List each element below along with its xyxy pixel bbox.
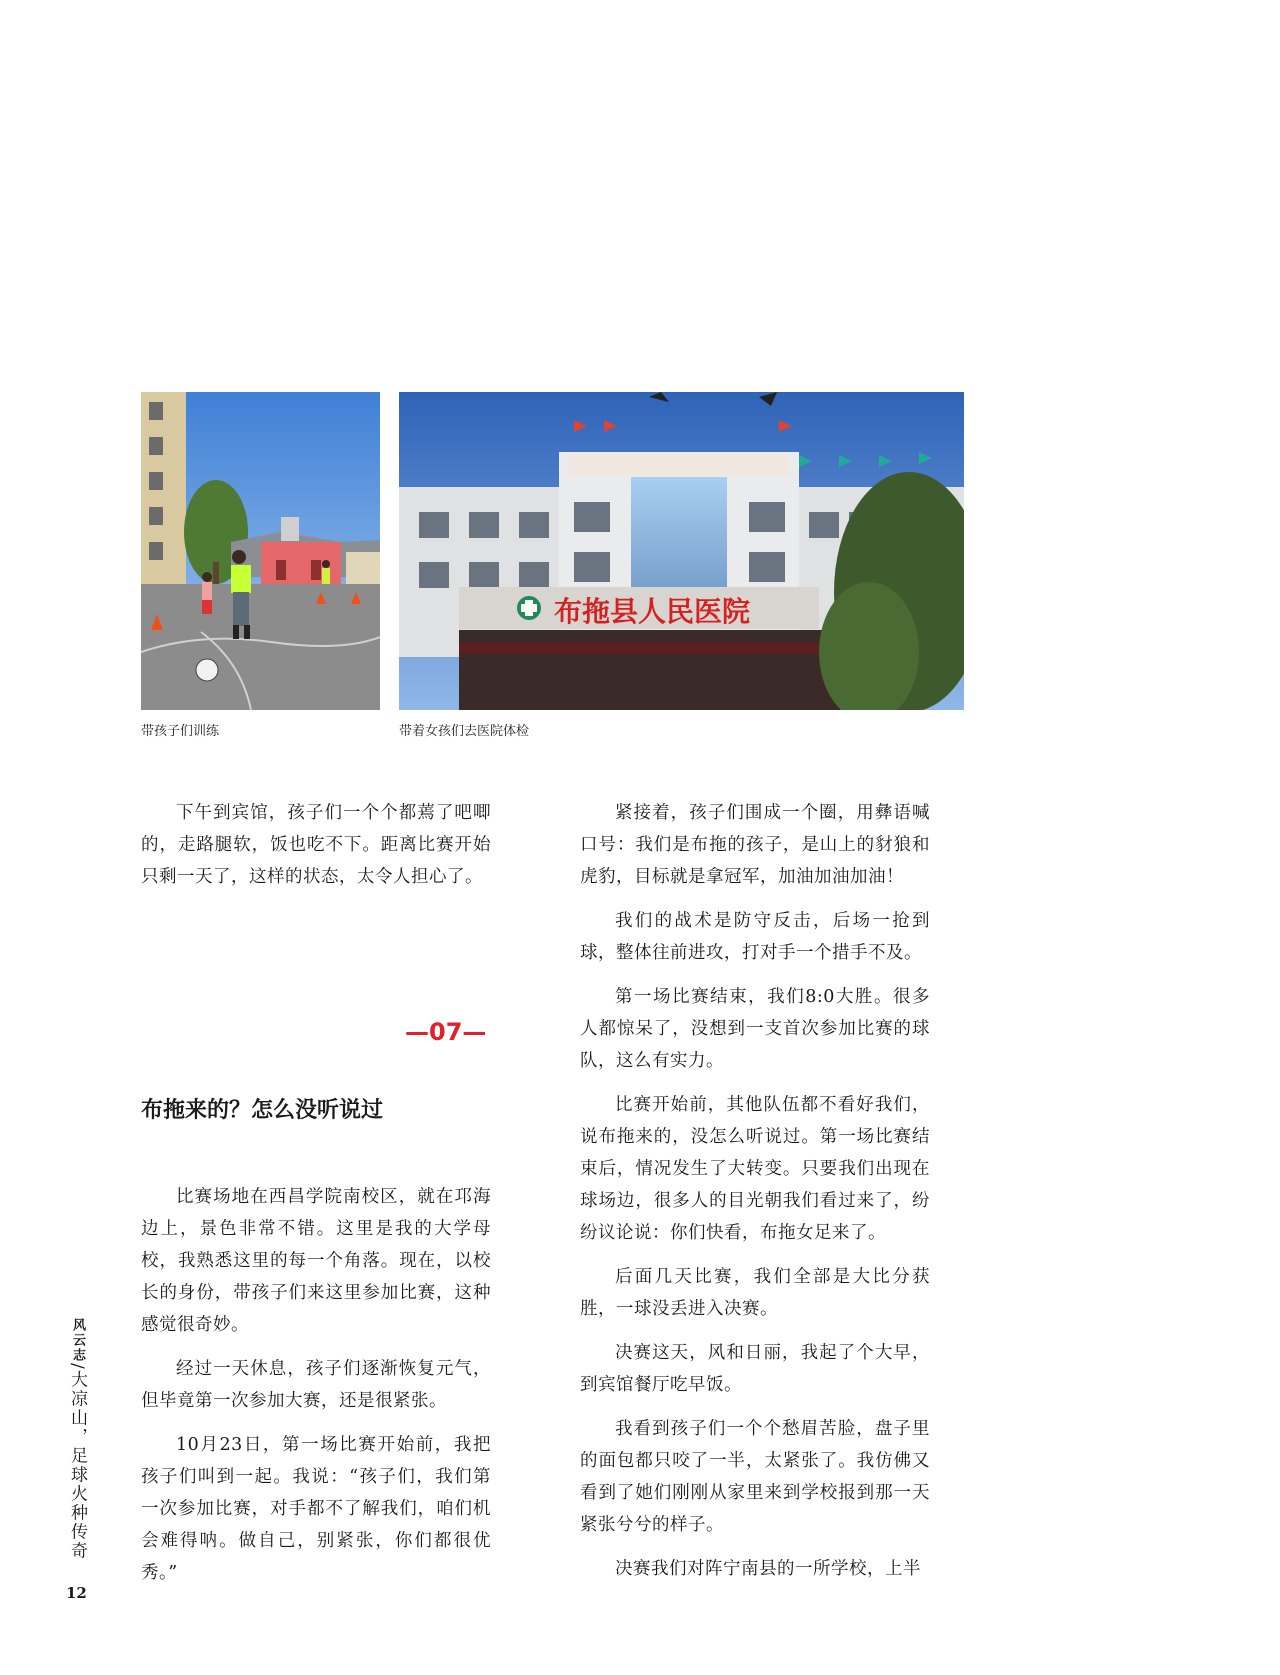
paragraph: 经过一天休息，孩子们逐渐恢复元气，但毕竟第一次参加大赛，还是很紧张。 (141, 1359, 491, 1411)
paragraph: 下午到宾馆，孩子们一个个都蔫了吧唧的，走路腿软，饭也吃不下。距离比赛开始只剩一天了，这样的状态，太令人担心了。 (141, 803, 491, 887)
paragraph: 决赛我们对阵宁南县的一所学校，上半 (615, 1559, 921, 1579)
section-title: 布拖来的？怎么没听说过 (141, 1097, 384, 1123)
article-running-title: /大凉山，足球火种传奇 (67, 1363, 87, 1561)
paragraph: 10月23日，第一场比赛开始前，我把孩子们叫到一起。我说：“孩子们，我们第一次参加比赛，对手都不了解我们，咱们机会难得呐。做自己，别紧张，你们都很优秀。” (141, 1435, 491, 1583)
paragraph: 比赛场地在西昌学院南校区，就在邛海边上，景色非常不错。这里是我的大学母校，我熟悉这里的每一个角落。现在，以校长的身份，带孩子们来这里参加比赛，这种感觉很奇妙。 (141, 1187, 491, 1335)
hospital-photo (399, 392, 964, 710)
section-number: —07— (405, 1018, 487, 1046)
paragraph: 决赛这天，风和日丽，我起了个大早，到宾馆餐厅吃早饭。 (580, 1343, 930, 1395)
paragraph: 第一场比赛结束，我们8:0大胜。很多人都惊呆了，没想到一支首次参加比赛的球队，这么有实力。 (580, 987, 930, 1071)
running-header (64, 1318, 90, 1561)
left-column-top (141, 797, 491, 905)
training-photo (141, 392, 380, 710)
svg-text:布拖县人民医院: 布拖县人民医院 (554, 595, 751, 628)
paragraph: 比赛开始前，其他队伍都不看好我们，说布拖来的，没怎么听说过。第一场比赛结束后，情况发生了大转变。只要我们出现在球场边，很多人的目光朝我们看过来了，纷纷议论说：你们快看，布拖女足来了。 (580, 1095, 930, 1243)
paragraph: 我看到孩子们一个个愁眉苦脸，盘子里的面包都只咬了一半，太紧张了。我仿佛又看到了她们刚刚从家里来到学校报到那一天紧张兮兮的样子。 (580, 1419, 930, 1535)
photo-caption-hospital: 带着女孩们去医院体检 (399, 724, 530, 739)
paragraph: 紧接着，孩子们围成一个圈，用彝语喊口号：我们是布拖的孩子，是山上的豺狼和虎豹，目标就是拿冠军，加油加油加油！ (580, 803, 930, 887)
paragraph: 我们的战术是防守反击，后场一抢到球，整体往前进攻，打对手一个措手不及。 (580, 911, 930, 963)
magazine-brand: 风云志 (70, 1318, 85, 1363)
photo-caption-training: 带孩子们训练 (141, 724, 220, 739)
paragraph: 后面几天比赛，我们全部是大比分获胜，一球没丢进入决赛。 (580, 1267, 930, 1319)
right-column (580, 797, 930, 1597)
page-number: 12 (66, 1584, 87, 1602)
left-column-bottom (141, 1181, 491, 1601)
